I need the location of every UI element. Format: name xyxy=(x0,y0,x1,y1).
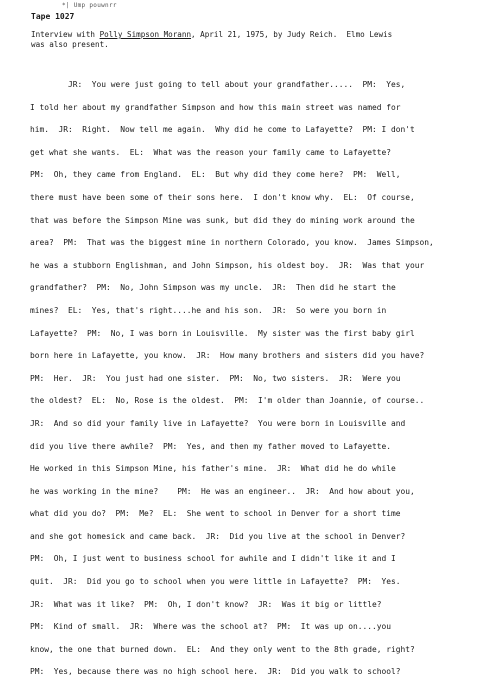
transcript-line: him. JR: Right. Now tell me again. Why did he come to Lafayette? PM: I don't xyxy=(30,125,415,135)
transcript-line: PM: Oh, I just went to business school for awhile and I didn't like it and I xyxy=(30,554,396,564)
transcript-line: born here in Lafayette, you know. JR: How many brothers and sisters did you have? xyxy=(30,351,425,361)
transcript-line: what did you do? PM: Me? EL: She went to school in Denver for a short time xyxy=(30,509,401,519)
transcript-line: grandfather? PM: No, John Simpson was my uncle. JR: Then did he start the xyxy=(30,283,396,293)
transcript-line: he was a stubborn Englishman, and John Simpson, his oldest boy. JR: Was that your xyxy=(30,260,425,270)
transcript-line: know, the one that burned down. EL: And they only went to the 8th grade, right? xyxy=(30,644,415,654)
transcript-line: Lafayette? PM: No, I was born in Louisville. My sister was the first baby girl xyxy=(30,328,415,338)
archive-stamp: *| Ump pouwnrr xyxy=(62,2,117,9)
transcript-line: mines? EL: Yes, that's right....he and his son. JR: So were you born in xyxy=(30,305,387,315)
header-suffix: , April 21, 1975, by Judy Reich. Elmo Lewis xyxy=(191,30,393,39)
transcript-line: PM: Kind of small. JR: Where was the school at? PM: It was up on....you xyxy=(30,622,392,632)
transcript-line: PM: Oh, they came from England. EL: But why did they come here? PM: Well, xyxy=(30,170,401,180)
transcript-line: I told her about my grandfather Simpson and how this main street was named for xyxy=(30,102,401,112)
interviewee-name: Polly Simpson Morann xyxy=(99,30,192,39)
transcript-line: quit. JR: Did you go to school when you were little in Lafayette? PM: Yes. xyxy=(30,577,401,587)
interview-header xyxy=(31,30,471,50)
transcript-line: JR: What was it like? PM: Oh, I don't know? JR: Was it big or little? xyxy=(30,599,382,609)
transcript-line: JR: And so did your family live in Lafayette? You were born in Louisville and xyxy=(30,418,406,428)
transcript-line: the oldest? EL: No, Rose is the oldest. PM: I'm older than Joannie, of course.. xyxy=(30,396,425,406)
transcript-line: He worked in this Simpson Mine, his father's mine. JR: What did he do while xyxy=(30,464,396,474)
transcript-line: PM: Her. JR: You just had one sister. PM: No, two sisters. JR: Were you xyxy=(30,373,401,383)
transcript-line: and she got homesick and came back. JR: Did you live at the school in Denver? xyxy=(30,531,406,541)
header-prefix: Interview with xyxy=(31,30,100,39)
transcript-line: there must have been some of their sons here. I don't know why. EL: Of course, xyxy=(30,192,415,202)
transcript-line: that was before the Simpson Mine was sunk, but did they do mining work around the xyxy=(30,215,415,225)
transcript-line: did you live there awhile? PM: Yes, and then my father moved to Lafayette. xyxy=(30,441,392,451)
transcript-line: he was working in the mine? PM: He was an engineer.. JR: And how about you, xyxy=(30,486,415,496)
transcript-line: area? PM: That was the biggest mine in northern Colorado, you know. James Simpson, xyxy=(30,238,434,248)
tape-label: Tape 1027 xyxy=(31,12,75,21)
transcript-line: PM: Yes, because there was no high school here. JR: Did you walk to school? xyxy=(30,667,401,677)
transcript-body xyxy=(30,74,480,684)
header-line-2: was also present. xyxy=(31,40,109,49)
transcript-line: get what she wants. EL: What was the reason your family came to Lafayette? xyxy=(30,147,392,157)
transcript-line: JR: You were just going to tell about your grandfather..... PM: Yes, xyxy=(30,80,406,89)
